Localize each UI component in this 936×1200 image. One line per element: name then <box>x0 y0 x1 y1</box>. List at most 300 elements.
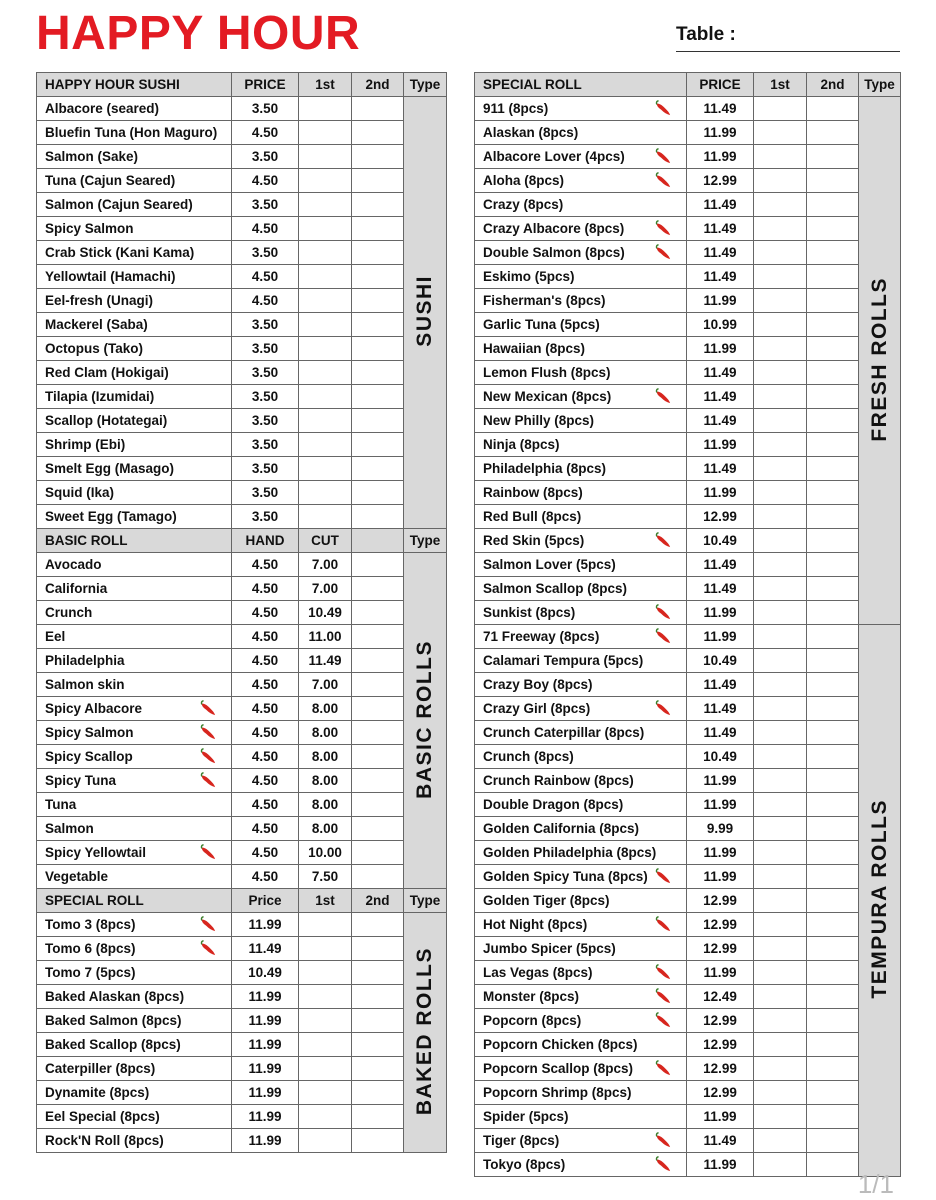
order-qty-1st[interactable] <box>754 889 807 913</box>
order-qty-2nd[interactable] <box>807 817 859 841</box>
order-qty-2nd[interactable] <box>352 217 404 241</box>
menu-item-price: 11.49 <box>687 409 754 433</box>
menu-item-label: Spicy Albacore <box>45 701 143 716</box>
order-qty-2nd[interactable] <box>352 1081 404 1105</box>
order-qty-1st[interactable] <box>299 505 352 529</box>
menu-item-row <box>37 241 447 265</box>
menu-item-label: Crunch Caterpillar (8pcs) <box>483 725 645 740</box>
order-qty-2nd[interactable] <box>807 265 859 289</box>
order-qty-2nd[interactable] <box>807 721 859 745</box>
order-qty-1st[interactable] <box>299 937 352 961</box>
order-qty-2nd[interactable] <box>807 553 859 577</box>
menu-item-name <box>475 1105 687 1129</box>
order-qty-2nd[interactable] <box>352 1033 404 1057</box>
order-qty-2nd[interactable] <box>352 289 404 313</box>
menu-item-name <box>475 457 687 481</box>
order-qty-2nd[interactable] <box>352 601 404 625</box>
order-qty-1st[interactable] <box>754 1105 807 1129</box>
order-qty-1st[interactable] <box>754 289 807 313</box>
order-qty-2nd[interactable] <box>807 409 859 433</box>
order-qty-2nd[interactable] <box>807 697 859 721</box>
column-header: 2nd <box>352 73 404 97</box>
order-qty-1st[interactable] <box>299 217 352 241</box>
order-qty-2nd[interactable] <box>352 337 404 361</box>
menu-item-name <box>475 385 687 409</box>
order-qty-1st[interactable] <box>299 289 352 313</box>
menu-item-price: 10.49 <box>687 745 754 769</box>
order-qty-1st[interactable] <box>754 337 807 361</box>
menu-item-name <box>37 1105 232 1129</box>
order-qty-1st[interactable] <box>754 433 807 457</box>
order-qty-2nd[interactable] <box>807 481 859 505</box>
left-menu-table <box>36 72 447 1153</box>
menu-item-label: Double Dragon (8pcs) <box>483 797 624 812</box>
order-qty-2nd[interactable] <box>352 313 404 337</box>
type-column-header: Type <box>404 73 447 97</box>
menu-item-price: 4.50 <box>232 841 299 865</box>
order-qty-2nd[interactable] <box>352 457 404 481</box>
order-qty-1st[interactable] <box>754 193 807 217</box>
order-qty-2nd[interactable] <box>352 169 404 193</box>
menu-item-label: Tokyo (8pcs) <box>483 1157 566 1172</box>
order-qty-2nd[interactable] <box>352 817 404 841</box>
menu-item-row <box>475 985 901 1009</box>
order-qty-1st[interactable] <box>754 937 807 961</box>
menu-item-label: Avocado <box>45 557 102 572</box>
menu-item-label: Crab Stick (Kani Kama) <box>45 245 195 260</box>
menu-item-price: 3.50 <box>232 385 299 409</box>
order-qty-2nd[interactable] <box>807 337 859 361</box>
order-qty-1st[interactable] <box>754 145 807 169</box>
order-qty-1st[interactable] <box>299 361 352 385</box>
order-qty-1st[interactable] <box>299 1009 352 1033</box>
menu-item-price: 11.49 <box>687 385 754 409</box>
menu-item-price: 10.49 <box>687 649 754 673</box>
order-qty-1st[interactable] <box>299 409 352 433</box>
order-qty-1st[interactable] <box>299 313 352 337</box>
order-qty-1st[interactable] <box>754 1033 807 1057</box>
menu-item-name <box>37 337 232 361</box>
menu-item-row <box>37 1129 447 1153</box>
category-type-text: BAKED ROLLS <box>413 946 436 1116</box>
order-qty-2nd[interactable] <box>807 841 859 865</box>
order-qty-2nd[interactable] <box>807 433 859 457</box>
order-qty-1st[interactable] <box>754 913 807 937</box>
menu-item-name <box>475 673 687 697</box>
menu-item-row <box>475 1153 901 1177</box>
menu-item-row <box>475 1129 901 1153</box>
menu-item-price: 11.99 <box>687 961 754 985</box>
order-qty-1st[interactable] <box>299 97 352 121</box>
order-qty-2nd[interactable] <box>807 313 859 337</box>
menu-item-price: 3.50 <box>232 433 299 457</box>
chili-pepper-icon <box>199 700 217 716</box>
menu-item-row <box>475 721 901 745</box>
order-qty-2nd[interactable] <box>807 1033 859 1057</box>
chili-pepper-icon <box>199 772 217 788</box>
order-qty-1st[interactable] <box>299 1033 352 1057</box>
type-column-header: Type <box>404 889 447 913</box>
menu-item-price: 3.50 <box>232 145 299 169</box>
menu-item-row <box>475 97 901 121</box>
order-qty-1st[interactable] <box>754 769 807 793</box>
menu-item-price: 11.99 <box>687 841 754 865</box>
order-qty-2nd[interactable] <box>352 649 404 673</box>
order-qty-1st[interactable] <box>299 457 352 481</box>
menu-item-price-cut: 10.49 <box>299 601 352 625</box>
menu-item-name <box>475 481 687 505</box>
menu-item-row <box>37 337 447 361</box>
order-qty-1st[interactable] <box>299 481 352 505</box>
menu-item-row <box>37 649 447 673</box>
menu-item-name <box>475 409 687 433</box>
menu-item-name <box>37 97 232 121</box>
order-qty-1st[interactable] <box>299 169 352 193</box>
menu-item-label: Red Bull (8pcs) <box>483 509 582 524</box>
menu-item-row <box>37 1009 447 1033</box>
right-menu-table <box>474 72 901 1177</box>
menu-item-label: Salmon skin <box>45 677 125 692</box>
order-qty-2nd[interactable] <box>807 745 859 769</box>
menu-item-label: Scallop (Hotategai) <box>45 413 168 428</box>
order-qty-2nd[interactable] <box>807 121 859 145</box>
order-qty-2nd[interactable] <box>807 385 859 409</box>
order-qty-1st[interactable] <box>754 505 807 529</box>
order-qty-2nd[interactable] <box>352 241 404 265</box>
order-qty-1st[interactable] <box>754 241 807 265</box>
order-qty-1st[interactable] <box>754 169 807 193</box>
order-qty-2nd[interactable] <box>352 961 404 985</box>
menu-item-name <box>475 1153 687 1177</box>
order-qty-1st[interactable] <box>299 913 352 937</box>
menu-item-label: California <box>45 581 108 596</box>
menu-item-label: Jumbo Spicer (5pcs) <box>483 941 616 956</box>
order-qty-2nd[interactable] <box>807 673 859 697</box>
order-qty-1st[interactable] <box>754 97 807 121</box>
menu-item-name <box>475 625 687 649</box>
order-qty-2nd[interactable] <box>352 1057 404 1081</box>
chili-pepper-icon <box>654 388 672 404</box>
order-qty-2nd[interactable] <box>807 1081 859 1105</box>
order-qty-1st[interactable] <box>299 1129 352 1153</box>
order-qty-2nd[interactable] <box>352 361 404 385</box>
column-header: 1st <box>299 889 352 913</box>
menu-item-price: 12.99 <box>687 889 754 913</box>
menu-item-label: Crunch (8pcs) <box>483 749 574 764</box>
order-qty-1st[interactable] <box>754 409 807 433</box>
menu-item-row <box>37 865 447 889</box>
order-qty-1st[interactable] <box>754 529 807 553</box>
menu-item-label: Albacore Lover (4pcs) <box>483 149 625 164</box>
order-qty-2nd[interactable] <box>352 577 404 601</box>
menu-item-label: Golden Spicy Tuna (8pcs) <box>483 869 648 884</box>
order-qty-2nd[interactable] <box>807 913 859 937</box>
table-number-field[interactable] <box>676 51 900 52</box>
order-qty-1st[interactable] <box>299 1081 352 1105</box>
menu-item-label: Popcorn Shrimp (8pcs) <box>483 1085 632 1100</box>
menu-item-name <box>475 985 687 1009</box>
order-qty-2nd[interactable] <box>807 601 859 625</box>
order-qty-1st[interactable] <box>299 241 352 265</box>
order-qty-1st[interactable] <box>754 457 807 481</box>
order-qty-1st[interactable] <box>299 337 352 361</box>
menu-item-label: Salmon <box>45 821 94 836</box>
order-qty-1st[interactable] <box>754 601 807 625</box>
order-qty-2nd[interactable] <box>352 385 404 409</box>
menu-item-row <box>37 601 447 625</box>
order-qty-2nd[interactable] <box>807 793 859 817</box>
order-qty-2nd[interactable] <box>807 97 859 121</box>
order-qty-2nd[interactable] <box>352 625 404 649</box>
order-qty-2nd[interactable] <box>352 721 404 745</box>
order-qty-2nd[interactable] <box>807 1153 859 1177</box>
order-qty-2nd[interactable] <box>807 145 859 169</box>
order-qty-2nd[interactable] <box>807 865 859 889</box>
menu-item-row <box>37 577 447 601</box>
order-qty-2nd[interactable] <box>352 409 404 433</box>
menu-item-price: 11.99 <box>232 1009 299 1033</box>
order-qty-2nd[interactable] <box>807 1057 859 1081</box>
menu-item-price-cut: 7.00 <box>299 673 352 697</box>
order-qty-2nd[interactable] <box>352 985 404 1009</box>
menu-item-label: 911 (8pcs) <box>483 101 549 116</box>
column-header: Price <box>232 889 299 913</box>
order-qty-2nd[interactable] <box>807 625 859 649</box>
menu-item-price-cut: 7.50 <box>299 865 352 889</box>
menu-item-name <box>475 1057 687 1081</box>
order-qty-2nd[interactable] <box>807 1105 859 1129</box>
menu-item-name <box>475 145 687 169</box>
order-qty-2nd[interactable] <box>352 145 404 169</box>
chili-pepper-icon <box>199 844 217 860</box>
chili-pepper-icon <box>654 1012 672 1028</box>
order-qty-1st[interactable] <box>754 121 807 145</box>
order-qty-2nd[interactable] <box>352 97 404 121</box>
order-qty-1st[interactable] <box>299 1105 352 1129</box>
order-qty-1st[interactable] <box>299 985 352 1009</box>
menu-item-label: Eel <box>45 629 66 644</box>
order-qty-2nd[interactable] <box>807 289 859 313</box>
order-qty-2nd[interactable] <box>807 505 859 529</box>
section-title: BASIC ROLL <box>37 529 232 553</box>
order-qty-2nd[interactable] <box>352 913 404 937</box>
order-qty-2nd[interactable] <box>352 697 404 721</box>
order-qty-1st[interactable] <box>754 481 807 505</box>
menu-item-row <box>37 1033 447 1057</box>
menu-item-row <box>37 673 447 697</box>
menu-item-label: Golden Tiger (8pcs) <box>483 893 610 908</box>
menu-item-price: 11.99 <box>232 913 299 937</box>
menu-item-row <box>475 913 901 937</box>
order-qty-1st[interactable] <box>754 985 807 1009</box>
menu-item-price-cut: 8.00 <box>299 697 352 721</box>
order-qty-2nd[interactable] <box>807 961 859 985</box>
menu-item-price: 4.50 <box>232 601 299 625</box>
order-qty-1st[interactable] <box>754 313 807 337</box>
category-type-label <box>404 97 447 529</box>
order-qty-1st[interactable] <box>754 1009 807 1033</box>
order-qty-1st[interactable] <box>754 697 807 721</box>
menu-item-row <box>475 169 901 193</box>
menu-item-row <box>475 889 901 913</box>
menu-item-name <box>475 865 687 889</box>
menu-item-name <box>475 433 687 457</box>
order-qty-1st[interactable] <box>299 145 352 169</box>
order-qty-1st[interactable] <box>754 1153 807 1177</box>
menu-item-price: 12.49 <box>687 985 754 1009</box>
order-qty-2nd[interactable] <box>807 361 859 385</box>
order-qty-1st[interactable] <box>299 433 352 457</box>
order-qty-2nd[interactable] <box>352 265 404 289</box>
order-qty-1st[interactable] <box>754 793 807 817</box>
order-qty-2nd[interactable] <box>807 241 859 265</box>
order-qty-2nd[interactable] <box>352 121 404 145</box>
type-column-header: Type <box>859 73 901 97</box>
order-qty-1st[interactable] <box>299 961 352 985</box>
order-qty-1st[interactable] <box>754 1129 807 1153</box>
category-type-label <box>859 97 901 625</box>
order-qty-1st[interactable] <box>299 265 352 289</box>
order-qty-2nd[interactable] <box>807 1009 859 1033</box>
menu-item-price: 11.99 <box>687 769 754 793</box>
order-qty-1st[interactable] <box>299 121 352 145</box>
menu-item-name <box>475 505 687 529</box>
column-header: 2nd <box>352 889 404 913</box>
menu-item-price: 10.49 <box>232 961 299 985</box>
menu-item-row <box>37 817 447 841</box>
menu-item-name <box>475 793 687 817</box>
order-qty-2nd[interactable] <box>807 1129 859 1153</box>
order-qty-2nd[interactable] <box>352 1129 404 1153</box>
order-qty-2nd[interactable] <box>352 937 404 961</box>
menu-item-name <box>475 1081 687 1105</box>
menu-item-price: 11.49 <box>687 721 754 745</box>
order-qty-2nd[interactable] <box>807 937 859 961</box>
order-qty-2nd[interactable] <box>352 769 404 793</box>
menu-item-row <box>37 385 447 409</box>
menu-item-label: Alaskan (8pcs) <box>483 125 579 140</box>
menu-item-label: Spicy Salmon <box>45 221 134 236</box>
order-qty-2nd[interactable] <box>352 1105 404 1129</box>
order-qty-2nd[interactable] <box>352 481 404 505</box>
order-qty-2nd[interactable] <box>352 841 404 865</box>
menu-item-price: 3.50 <box>232 241 299 265</box>
menu-item-row <box>37 745 447 769</box>
order-qty-2nd[interactable] <box>807 985 859 1009</box>
menu-item-row <box>37 361 447 385</box>
order-qty-2nd[interactable] <box>352 553 404 577</box>
order-qty-2nd[interactable] <box>352 745 404 769</box>
order-qty-2nd[interactable] <box>352 193 404 217</box>
menu-item-label: Monster (8pcs) <box>483 989 580 1004</box>
menu-item-label: Baked Alaskan (8pcs) <box>45 989 185 1004</box>
order-qty-2nd[interactable] <box>807 457 859 481</box>
menu-item-row <box>475 433 901 457</box>
order-qty-2nd[interactable] <box>352 865 404 889</box>
order-qty-1st[interactable] <box>754 865 807 889</box>
order-qty-2nd[interactable] <box>352 1009 404 1033</box>
order-qty-1st[interactable] <box>754 265 807 289</box>
menu-item-label: Tuna <box>45 797 77 812</box>
order-qty-1st[interactable] <box>754 817 807 841</box>
menu-item-label: Ninja (8pcs) <box>483 437 560 452</box>
order-qty-1st[interactable] <box>754 217 807 241</box>
menu-item-row <box>475 1057 901 1081</box>
menu-item-label: Crunch Rainbow (8pcs) <box>483 773 634 788</box>
menu-item-price: 11.99 <box>687 481 754 505</box>
order-qty-2nd[interactable] <box>352 673 404 697</box>
menu-item-price: 11.49 <box>687 241 754 265</box>
menu-item-name <box>475 697 687 721</box>
chili-pepper-icon <box>654 220 672 236</box>
menu-item-price: 11.49 <box>687 697 754 721</box>
order-qty-1st[interactable] <box>754 625 807 649</box>
order-qty-1st[interactable] <box>754 1081 807 1105</box>
section-header-row <box>475 73 901 97</box>
menu-item-label: Salmon (Sake) <box>45 149 139 164</box>
order-qty-2nd[interactable] <box>807 193 859 217</box>
order-qty-2nd[interactable] <box>807 769 859 793</box>
order-qty-1st[interactable] <box>754 841 807 865</box>
menu-item-label: Baked Salmon (8pcs) <box>45 1013 182 1028</box>
order-qty-1st[interactable] <box>299 385 352 409</box>
order-qty-1st[interactable] <box>754 361 807 385</box>
order-qty-2nd[interactable] <box>807 649 859 673</box>
menu-item-name <box>37 1009 232 1033</box>
menu-item-name <box>37 433 232 457</box>
menu-item-name <box>37 241 232 265</box>
menu-item-label: Eel Special (8pcs) <box>45 1109 160 1124</box>
menu-item-row <box>475 817 901 841</box>
order-qty-1st[interactable] <box>754 649 807 673</box>
menu-item-row <box>37 433 447 457</box>
order-qty-2nd[interactable] <box>352 793 404 817</box>
order-qty-2nd[interactable] <box>807 169 859 193</box>
order-qty-1st[interactable] <box>754 1057 807 1081</box>
order-qty-1st[interactable] <box>299 193 352 217</box>
menu-item-name <box>37 601 232 625</box>
menu-item-price: 4.50 <box>232 217 299 241</box>
order-qty-2nd[interactable] <box>807 889 859 913</box>
order-qty-1st[interactable] <box>754 961 807 985</box>
order-qty-2nd[interactable] <box>352 505 404 529</box>
chili-pepper-icon <box>654 964 672 980</box>
order-qty-1st[interactable] <box>754 673 807 697</box>
order-qty-1st[interactable] <box>754 721 807 745</box>
order-qty-1st[interactable] <box>754 553 807 577</box>
menu-item-price: 9.99 <box>687 817 754 841</box>
order-qty-2nd[interactable] <box>807 217 859 241</box>
menu-item-price-cut: 11.49 <box>299 649 352 673</box>
menu-item-price-cut: 7.00 <box>299 577 352 601</box>
order-qty-1st[interactable] <box>754 745 807 769</box>
order-qty-2nd[interactable] <box>807 529 859 553</box>
menu-item-row <box>475 625 901 649</box>
menu-item-name <box>475 1129 687 1153</box>
menu-item-row <box>475 745 901 769</box>
menu-item-row <box>37 961 447 985</box>
menu-item-label: Eskimo (5pcs) <box>483 269 575 284</box>
order-qty-2nd[interactable] <box>807 577 859 601</box>
menu-item-price: 11.99 <box>687 433 754 457</box>
order-qty-2nd[interactable] <box>352 433 404 457</box>
section-header-row <box>37 529 447 553</box>
order-qty-1st[interactable] <box>754 385 807 409</box>
menu-item-price: 3.50 <box>232 361 299 385</box>
menu-item-price: 11.99 <box>232 1129 299 1153</box>
order-qty-1st[interactable] <box>299 1057 352 1081</box>
order-qty-1st[interactable] <box>754 577 807 601</box>
